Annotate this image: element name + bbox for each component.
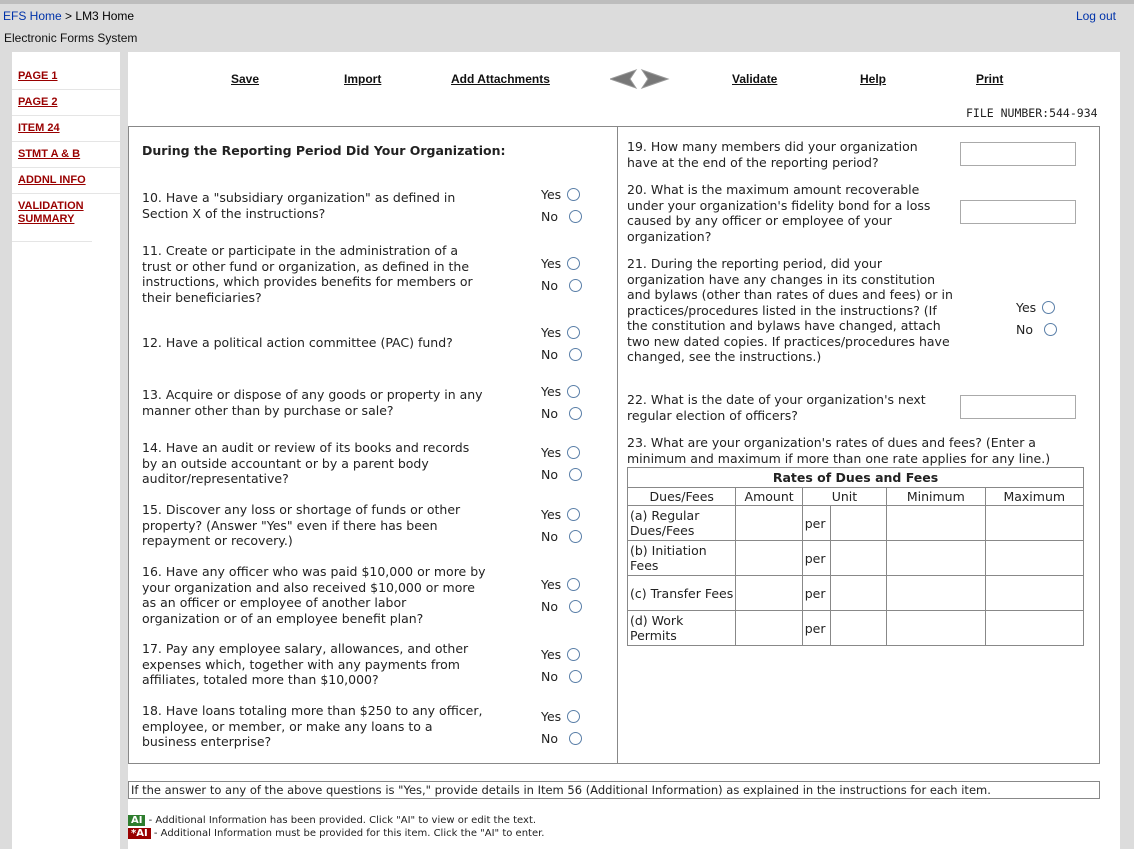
q15-radio-group	[541, 503, 582, 547]
next-page-icon[interactable]	[642, 70, 668, 88]
unit-cell[interactable]	[830, 541, 886, 576]
per-label: per	[802, 576, 830, 611]
sidebar-item-page-1[interactable]: PAGE 1	[12, 64, 120, 90]
sidebar	[12, 52, 120, 849]
q12-radio-group	[541, 321, 582, 365]
q10-radio-group	[541, 183, 582, 227]
yes-label: Yes	[541, 708, 562, 724]
dues-row-label: (b) Initiation Fees	[628, 541, 736, 576]
q10-no-radio[interactable]	[569, 210, 582, 223]
amount-cell[interactable]	[736, 576, 802, 611]
efs-home-link[interactable]: EFS Home	[3, 9, 62, 23]
q12-no-radio[interactable]	[569, 348, 582, 361]
yes-label: Yes	[541, 324, 562, 340]
q15-yes-radio[interactable]	[567, 508, 580, 521]
q11-no-radio[interactable]	[569, 279, 582, 292]
yes-label: Yes	[541, 576, 562, 592]
q16-no-radio[interactable]	[569, 600, 582, 613]
yes-answer-footnote: If the answer to any of the above questions is "Yes," provide details in Item 56 (Additional Information) as explained in the instructions for each item.	[128, 781, 1100, 799]
q12-yes-radio[interactable]	[567, 326, 580, 339]
q14-yes-radio[interactable]	[567, 446, 580, 459]
table-row	[628, 506, 1084, 541]
yes-label: Yes	[541, 444, 562, 460]
maximum-cell[interactable]	[985, 576, 1083, 611]
right-gutter	[1120, 52, 1134, 849]
q21-yes-radio[interactable]	[1042, 301, 1055, 314]
amount-cell[interactable]	[736, 541, 802, 576]
yes-label: Yes	[541, 646, 562, 662]
yes-label: Yes	[541, 186, 562, 202]
q10-yes-radio[interactable]	[567, 188, 580, 201]
dues-table-header: Amount	[736, 488, 802, 506]
legend-ai-provided-text: - Additional Information has been provided. Click "AI" to view or edit the text.	[145, 815, 537, 826]
q18-no-radio[interactable]	[569, 732, 582, 745]
print-button[interactable]: Print	[976, 72, 1004, 86]
unit-cell[interactable]	[830, 576, 886, 611]
minimum-cell[interactable]	[887, 506, 985, 541]
breadcrumb	[3, 9, 134, 23]
no-label: No	[541, 346, 558, 362]
question-20: 20. What is the maximum amount recoverable under your organization's fidelity bond for a loss caused by any officer or employee of your organization?	[627, 182, 931, 244]
sidebar-item-page-2[interactable]: PAGE 2	[12, 90, 120, 116]
per-label: per	[802, 541, 830, 576]
dues-table	[627, 467, 1084, 646]
dues-row-label: (a) Regular Dues/Fees	[628, 506, 736, 541]
sidebar-spacer	[12, 52, 120, 64]
add-attachments-button[interactable]: Add Attachments	[451, 72, 550, 86]
yes-label: Yes	[1016, 299, 1037, 315]
no-label: No	[541, 405, 558, 421]
legend-ai-required-text: - Additional Information must be provided for this item. Click the "AI" to enter.	[150, 828, 545, 839]
unit-cell[interactable]	[830, 611, 886, 646]
q13-radio-group	[541, 380, 582, 424]
amount-cell[interactable]	[736, 506, 802, 541]
no-label: No	[541, 208, 558, 224]
left-heading: During the Reporting Period Did Your Organization:	[142, 143, 506, 158]
per-label: per	[802, 506, 830, 541]
sidebar-divider	[120, 52, 128, 849]
sidebar-item-validation-summary[interactable]: VALIDATION SUMMARY	[12, 194, 92, 242]
yes-label: Yes	[541, 506, 562, 522]
no-label: No	[541, 466, 558, 482]
q15-no-radio[interactable]	[569, 530, 582, 543]
page-navigation-arrows	[610, 68, 670, 90]
dues-table-header: Unit	[802, 488, 886, 506]
validate-button[interactable]: Validate	[732, 72, 778, 86]
logout-link[interactable]: Log out	[1075, 9, 1116, 23]
q16-yes-radio[interactable]	[567, 578, 580, 591]
maximum-cell[interactable]	[985, 541, 1083, 576]
minimum-cell[interactable]	[887, 541, 985, 576]
q17-no-radio[interactable]	[569, 670, 582, 683]
table-row	[628, 541, 1084, 576]
q13-no-radio[interactable]	[569, 407, 582, 420]
sidebar-item-addnl-info[interactable]: ADDNL INFO	[12, 168, 120, 194]
legend-ai-provided	[128, 815, 536, 826]
yes-label: Yes	[541, 383, 562, 399]
ai-provided-badge: AI	[128, 815, 145, 826]
minimum-cell[interactable]	[887, 611, 985, 646]
q14-radio-group	[541, 441, 582, 485]
election-date-input[interactable]	[960, 395, 1076, 419]
ai-required-badge: *AI	[128, 828, 151, 839]
no-label: No	[541, 598, 558, 614]
dues-table-header: Maximum	[985, 488, 1083, 506]
dues-table-caption: Rates of Dues and Fees	[628, 468, 1084, 488]
question-18: 18. Have loans totaling more than $250 to any officer, employee, or member, or make any loans to a business enterprise?	[142, 703, 483, 749]
top-bar	[0, 0, 1134, 52]
question-15: 15. Discover any loss or shortage of funds or other property? (Answer "Yes" even if there has been repayment or recovery.)	[142, 502, 461, 548]
dues-row-label: (c) Transfer Fees	[628, 576, 736, 611]
left-gutter	[0, 52, 12, 849]
q13-yes-radio[interactable]	[567, 385, 580, 398]
minimum-cell[interactable]	[887, 576, 985, 611]
q14-no-radio[interactable]	[569, 468, 582, 481]
fidelity-bond-input[interactable]	[960, 200, 1076, 224]
sidebar-item-item-24[interactable]: ITEM 24	[12, 116, 120, 142]
question-12: 12. Have a political action committee (PAC) fund?	[142, 335, 453, 350]
maximum-cell[interactable]	[985, 506, 1083, 541]
help-button[interactable]: Help	[860, 72, 887, 86]
sidebar-item-stmt-ab[interactable]: STMT A & B	[12, 142, 120, 168]
yes-label: Yes	[541, 255, 562, 271]
q21-radio-group	[1016, 296, 1057, 340]
no-label: No	[541, 277, 558, 293]
q18-radio-group	[541, 705, 582, 749]
question-19: 19. How many members did your organization have at the end of the reporting period?	[627, 139, 918, 170]
save-button[interactable]: Save	[231, 72, 260, 86]
import-button[interactable]: Import	[344, 72, 382, 86]
breadcrumb-separator: >	[65, 9, 73, 23]
per-label: per	[802, 611, 830, 646]
unit-cell[interactable]	[830, 506, 886, 541]
q17-yes-radio[interactable]	[567, 648, 580, 661]
table-row	[628, 611, 1084, 646]
no-label: No	[541, 528, 558, 544]
question-11: 11. Create or participate in the administration of a trust or other fund or organization, as defined in the instructions, which provides benefits for members or their beneficiaries?	[142, 243, 473, 305]
dues-table-header: Minimum	[887, 488, 985, 506]
q11-yes-radio[interactable]	[567, 257, 580, 270]
breadcrumb-current: LM3 Home	[75, 9, 135, 23]
question-16: 16. Have any officer who was paid $10,000 or more by your organization and also received $10,000 or more as an officer or employee of another labor organization or of an employee benefit plan?	[142, 564, 486, 626]
q11-radio-group	[541, 252, 582, 296]
amount-cell[interactable]	[736, 611, 802, 646]
table-row	[628, 576, 1084, 611]
no-label: No	[541, 668, 558, 684]
question-13: 13. Acquire or dispose of any goods or property in any manner other than by purchase or sale?	[142, 387, 483, 418]
q16-radio-group	[541, 573, 582, 617]
legend-ai-required	[128, 828, 544, 839]
question-10: 10. Have a "subsidiary organization" as defined in Section X of the instructions?	[142, 190, 456, 221]
members-count-input[interactable]	[960, 142, 1076, 166]
file-number: FILE NUMBER:544-934	[966, 106, 1098, 120]
question-21: 21. During the reporting period, did your organization have any changes in its constitution and bylaws (other than rates of dues and fees) or in practices/procedures listed in the instructions? (If the constitution and bylaws have changed, attach two new dated copies. If practices/procedures have changed, see the instructions.)	[627, 256, 953, 364]
q17-radio-group	[541, 643, 582, 687]
dues-table-header: Dues/Fees	[628, 488, 736, 506]
no-label: No	[1016, 321, 1033, 337]
maximum-cell[interactable]	[985, 611, 1083, 646]
previous-page-icon[interactable]	[610, 70, 636, 88]
form-column-divider	[617, 126, 618, 764]
dues-row-label: (d) Work Permits	[628, 611, 736, 646]
question-22: 22. What is the date of your organization's next regular election of officers?	[627, 392, 926, 423]
question-23: 23. What are your organization's rates of dues and fees? (Enter a minimum and maximum if more than one rate applies for any line.)	[627, 435, 1051, 466]
q18-yes-radio[interactable]	[567, 710, 580, 723]
question-17: 17. Pay any employee salary, allowances, and other expenses which, together with any payments from affiliates, totaled more than $10,000?	[142, 641, 469, 687]
question-14: 14. Have an audit or review of its books and records by an outside accountant or by a parent body auditor/representative?	[142, 440, 470, 486]
q21-no-radio[interactable]	[1044, 323, 1057, 336]
no-label: No	[541, 730, 558, 746]
system-name: Electronic Forms System	[4, 31, 138, 45]
